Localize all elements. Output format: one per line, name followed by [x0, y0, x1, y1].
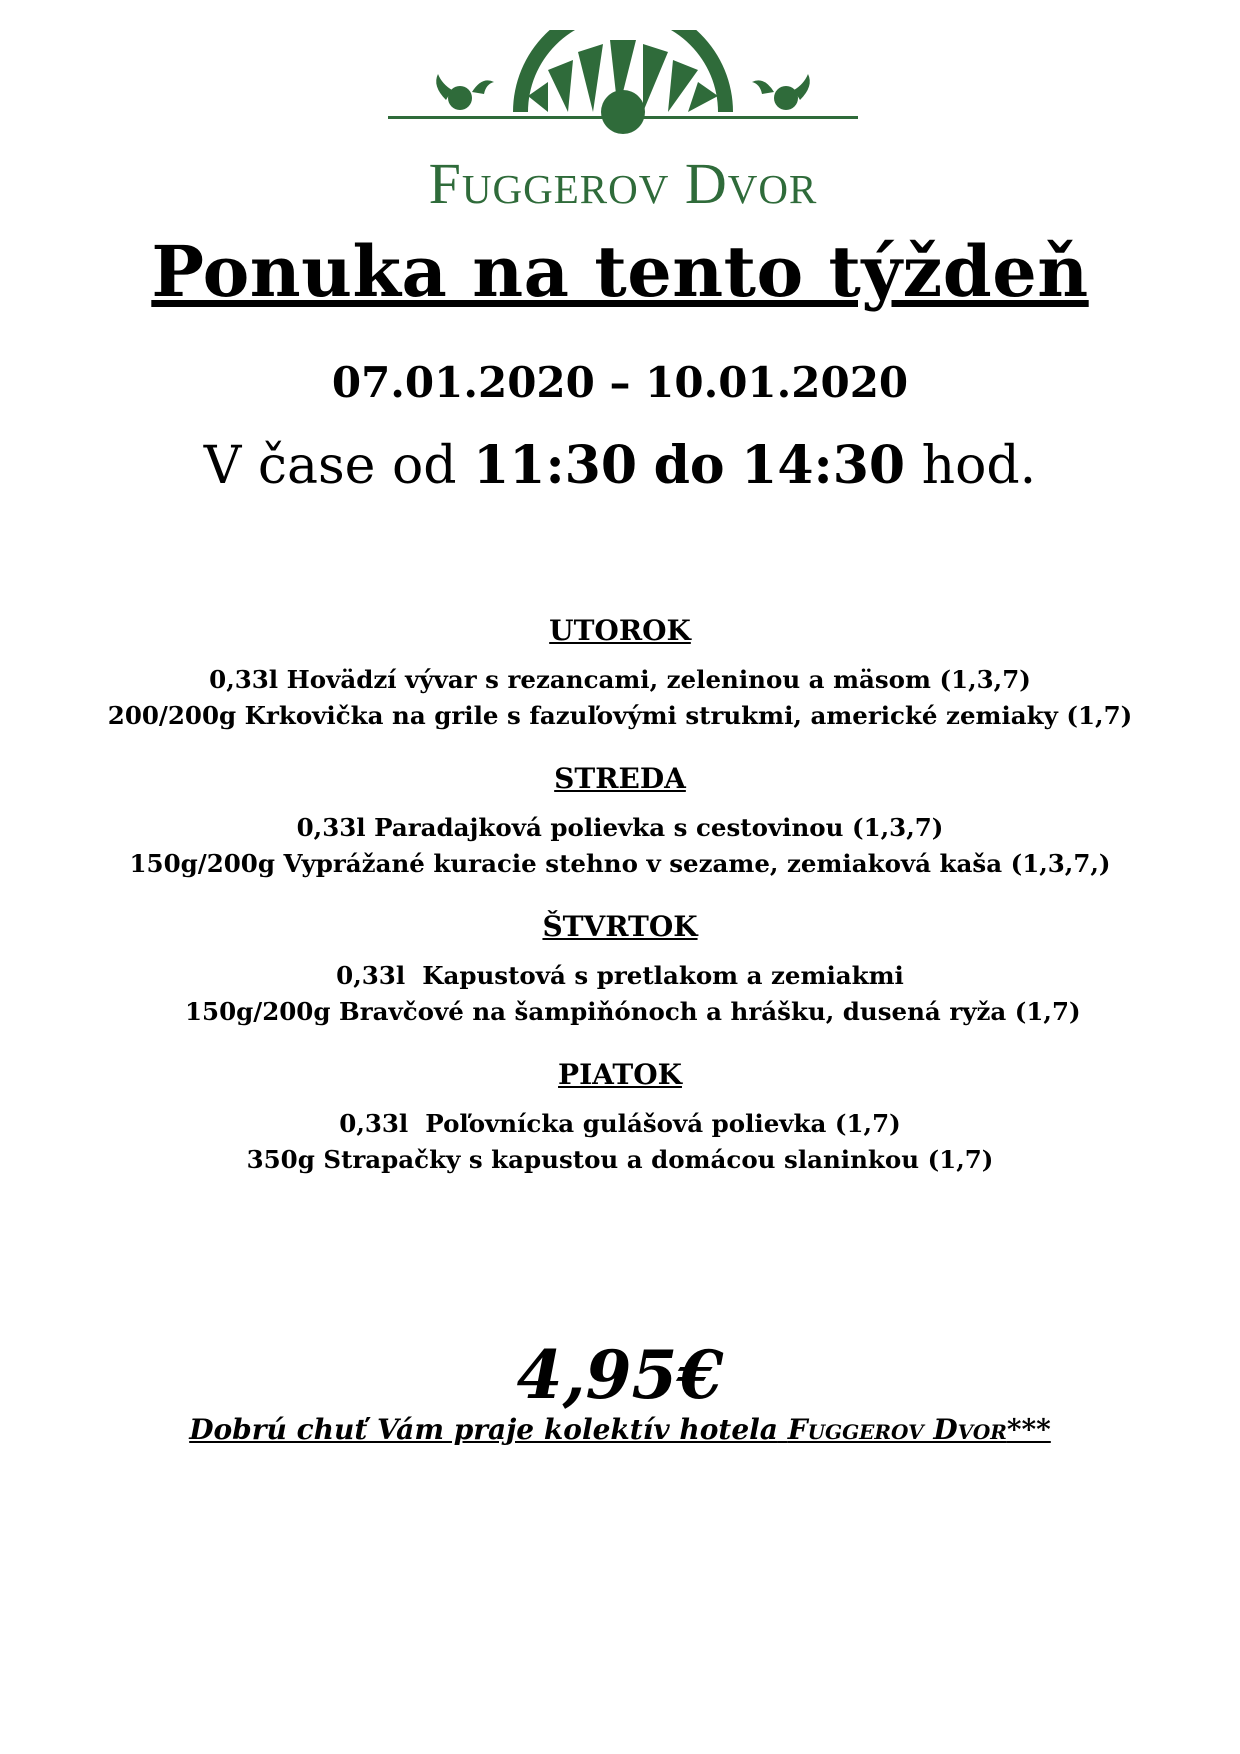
hotel-logo	[388, 30, 858, 216]
hours-prefix: V čase od	[203, 436, 457, 496]
menu-item: 0,33l Paradajková polievka s cestovinou (1,3,7)	[296, 813, 944, 842]
closing-stars: ***	[1006, 1413, 1051, 1446]
menu-item: 350g Strapačky s kapustou a domácou slaninkou (1,7)	[246, 1145, 994, 1174]
menu-item: 200/200g Krkovička na grile s fazuľovými strukmi, americké zemiaky (1,7)	[107, 701, 1133, 730]
brand-name: Fuggerov Dvor	[428, 151, 818, 216]
opening-hours	[0, 436, 1240, 496]
day-section-utorok	[0, 614, 1240, 734]
hours-to: 14:30	[741, 435, 906, 496]
menu-item: 150g/200g Vyprážané kuracie stehno v sezame, zemiaková kaša (1,3,7,)	[129, 849, 1111, 878]
day-heading: STREDA	[554, 762, 686, 795]
date-range: 07.01.2020 – 10.01.2020	[331, 358, 909, 407]
closing-hotel: Fuggerov Dvor	[787, 1413, 1007, 1446]
menu-item: 0,33l Kapustová s pretlakom a zemiakmi	[336, 961, 904, 990]
day-section-streda	[0, 762, 1240, 882]
day-heading: ŠTVRTOK	[542, 910, 698, 943]
hours-suffix: hod.	[921, 436, 1037, 496]
day-section-stvrtok	[0, 910, 1240, 1030]
closing-wish	[0, 1412, 1240, 1448]
page-title: Ponuka na tento týždeň	[151, 230, 1089, 313]
menu-item: 150g/200g Bravčové na šampiňónoch a hrášku, dusená ryža (1,7)	[159, 997, 1081, 1026]
day-section-piatok	[0, 1058, 1240, 1178]
day-heading: UTOROK	[549, 614, 691, 647]
sun-wheel-logo-icon	[388, 30, 858, 150]
menu-price: 4,95€	[516, 1336, 724, 1414]
menu-item: 0,33l Poľovnícka gulášová polievka (1,7)	[339, 1109, 901, 1138]
closing-text: Dobrú chuť Vám praje kolektív hotela	[189, 1413, 778, 1446]
menu-item: 0,33l Hovädzí vývar s rezancami, zeleninou a mäsom (1,3,7)	[209, 665, 1031, 694]
day-heading: PIATOK	[558, 1058, 682, 1091]
hours-sep: do	[653, 435, 725, 496]
hours-from: 11:30	[473, 435, 638, 496]
